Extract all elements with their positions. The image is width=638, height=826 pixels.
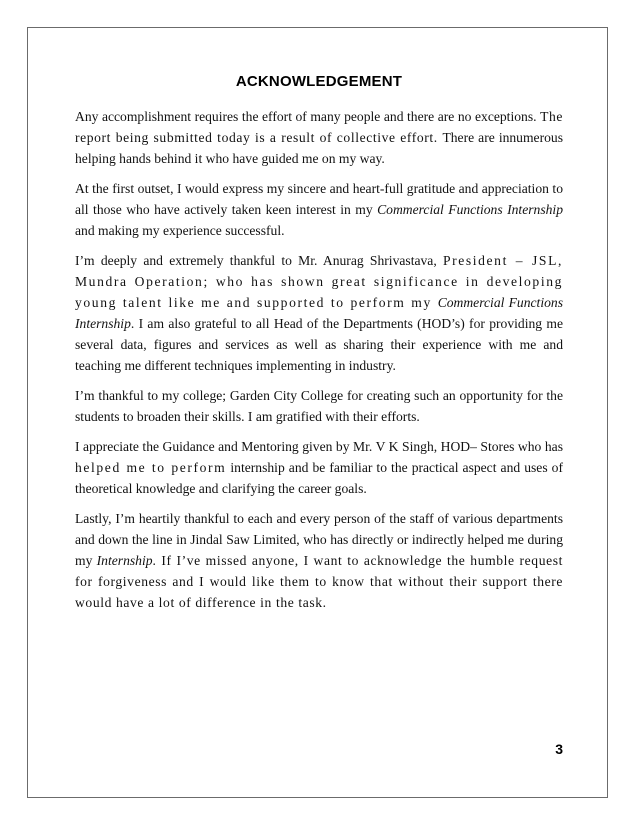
paragraph-text: I’m deeply and extremely thankful to Mr. Anurag Shrivastava, [75,253,443,268]
paragraph [75,436,563,499]
paragraph-text: internship and be familiar to the practical aspect and uses of theoretical knowledge and clarifying the career goals. [75,460,563,496]
paragraph-text: . If I’ve missed anyone, I want to acknowledge the humble request for forgiveness and I would like them to know that without their support there would have a lot of difference in the task. [75,553,563,610]
paragraph [75,250,563,376]
paragraph-text: Any accomplishment requires the effort of many people and there are no exceptions. [75,109,541,124]
page-number: 3 [555,741,563,757]
document-title: ACKNOWLEDGEMENT [235,73,403,90]
emphasized-text: Commercial Functions Internship [75,295,563,331]
paragraph-text: Lastly, I’m heartily thankful to each and every person of the staff of various departments and down the line in Jindal Saw Limited, who has directly or indirectly helped me during my [75,511,563,568]
emphasized-text: Internship [96,553,153,568]
document-body [75,73,563,622]
paragraph [75,385,563,427]
paragraph-list [75,106,563,613]
paragraph [75,106,563,169]
paragraph-text: I’m thankful to my college; Garden City College for creating such an opportunity for the students to broaden their skills. I am gratified with their efforts. [75,388,563,424]
paragraph-text: and making my experience successful. [75,223,285,238]
emphasized-text: Commercial Functions Internship [377,202,563,217]
paragraph-text: The report being submitted today is a result of collective effort. [75,109,563,145]
paragraph-text: President – JSL, Mundra Operation; who has shown great significance in developing young talent like me and supported to perform my [75,253,563,310]
paragraph-text: At the first outset, I would express my sincere and heart-full gratitude and appreciation to all those who have actively taken keen interest in my [75,181,563,217]
paragraph-text: . I am also grateful to all Head of the Departments (HOD’s) for providing me several data, figures and services as well as sharing their experience with me and teaching me different techniques implementing in industry. [75,316,563,373]
paragraph-text: helped me to perform [75,460,227,475]
paragraph [75,178,563,241]
paragraph-text: There are innumerous helping hands behind it who have guided me on my way. [75,130,563,166]
paragraph-text: I appreciate the Guidance and Mentoring given by Mr. V K Singh, HOD– Stores who has [75,439,563,454]
paragraph [75,508,563,613]
